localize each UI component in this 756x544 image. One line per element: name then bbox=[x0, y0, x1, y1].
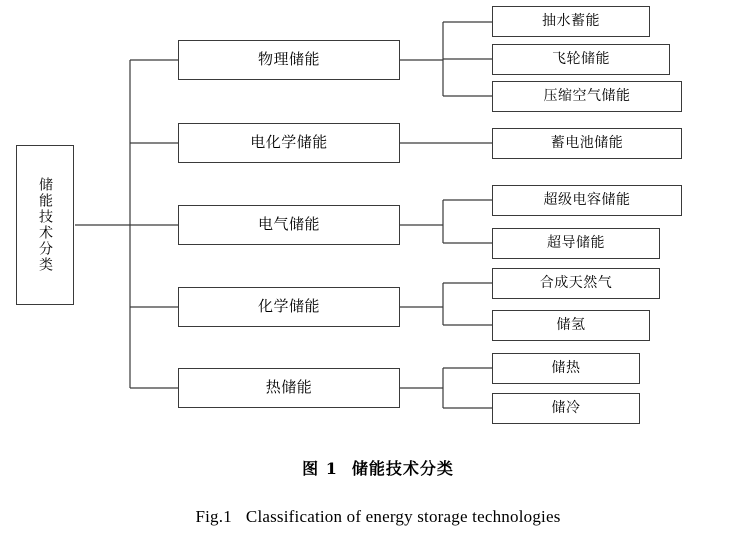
node-leaf-synthetic-natural-gas: 合成天然气 bbox=[492, 268, 660, 299]
node-branch-thermal: 热储能 bbox=[178, 368, 400, 408]
node-branch-electrochemical: 电化学储能 bbox=[178, 123, 400, 163]
node-branch-electrical: 电气储能 bbox=[178, 205, 400, 245]
caption-english-label: Fig.1 bbox=[195, 507, 232, 526]
caption-chinese-label: 图 1 bbox=[302, 459, 338, 478]
node-leaf-hydrogen: 储氢 bbox=[492, 310, 650, 341]
node-leaf-heat-storage: 储热 bbox=[492, 353, 640, 384]
node-leaf-superconducting: 超导储能 bbox=[492, 228, 660, 259]
node-leaf-battery: 蓄电池储能 bbox=[492, 128, 682, 159]
caption-chinese bbox=[0, 456, 756, 479]
node-branch-physical: 物理储能 bbox=[178, 40, 400, 80]
caption-chinese-text: 储能技术分类 bbox=[351, 459, 454, 478]
caption-english-text: Classification of energy storage technologies bbox=[245, 507, 561, 526]
node-root: 储能技术分类 bbox=[16, 145, 74, 305]
figure-caption bbox=[0, 440, 756, 527]
node-leaf-pumped-hydro: 抽水蓄能 bbox=[492, 6, 650, 37]
node-leaf-supercapacitor: 超级电容储能 bbox=[492, 185, 682, 216]
caption-english bbox=[0, 507, 756, 527]
node-branch-chemical: 化学储能 bbox=[178, 287, 400, 327]
node-leaf-compressed-air: 压缩空气储能 bbox=[492, 81, 682, 112]
node-leaf-cold-storage: 储冷 bbox=[492, 393, 640, 424]
node-leaf-flywheel: 飞轮储能 bbox=[492, 44, 670, 75]
